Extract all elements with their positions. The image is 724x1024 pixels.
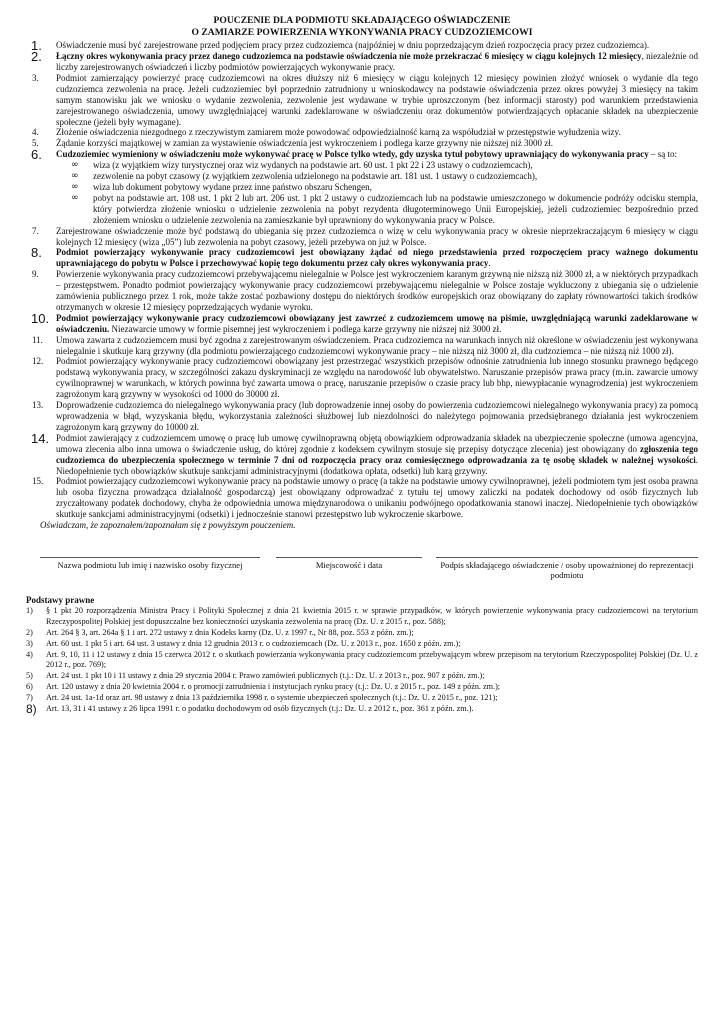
- bullet-text: wiza lub dokument pobytowy wydane przez inne państwo obszaru Schengen,: [93, 181, 372, 192]
- legal-basis-item: [26, 639, 698, 650]
- legal-basis-number: 6): [26, 682, 33, 692]
- bullet-icon: ∞: [71, 192, 79, 203]
- bullet-text: zezwolenie na pobyt czasowy (z wyjątkiem zezwolenia udzielonego na podstawie art. 181 ust. 1 ustawy o cudzoziemcach),: [93, 171, 538, 182]
- legal-basis-item: [26, 693, 698, 704]
- list-item: [26, 149, 698, 225]
- item-number: 15.: [32, 476, 44, 487]
- legal-basis-item: [26, 704, 698, 715]
- bullet-icon: ∞: [71, 160, 79, 171]
- legal-basis-number: 3): [26, 638, 33, 648]
- item-number: 11.: [32, 334, 43, 345]
- legal-basis-text: Art. 60 ust. 1 pkt 5 i art. 64 ust. 3 ustawy z dnia 12 grudnia 2013 r. o cudzoziemcach (Dz. U. z 2013 r., poz. 1650 z późn. zm.);: [46, 638, 461, 648]
- signature-field-entity-name[interactable]: Nazwa podmiotu lub imię i nazwisko osoby fizycznej: [40, 557, 260, 570]
- item-text: Podmiot zawierający z cudzoziemcem umowę o pracę lub umowę cywilnoprawną objętą obowiązkiem odprowadzania składek na ubezpieczenie społeczne (umowa agencyjna, umowa zlecenia albo inna umowa o świadczenie usług, do której zgodnie z kodeksem cywilnym stosuje się przepisy dotyczące zlecenia) jest obowiązany do: [56, 432, 698, 454]
- item-number: 9.: [32, 269, 39, 280]
- item-text: Zarejestrowane oświadczenie może być podstawą do ubiegania się przez cudzoziemca o wizę w celu wykonywania pracy w okresie nieprzekraczającym 6 miesięcy w ciągu kolejnych 12 miesięcy (wiza „05”) lub zezwolenia na pobyt czasowy, jeżeli przebywa on już w Polsce.: [56, 225, 698, 247]
- item-text: – są to:: [648, 149, 677, 160]
- item-number: 7.: [32, 225, 39, 236]
- item-text: Złożenie oświadczenia niezgodnego z rzeczywistym zamiarem może powodować odpowiedzialność karną za współudział w przestępstwie wyłudzenia wizy.: [56, 127, 621, 138]
- bullet-item: [56, 182, 698, 193]
- item-text: Doprowadzenie cudzoziemca do nielegalnego wykonywania pracy (lub doprowadzenie innej osoby do powierzenia cudzoziemcowi nielegalnego wykonywania pracy) za pomocą wprowadzenia w błąd, wyzyskania błędu, wykorzystania zależności służbowej lub niezdolności do należytego pojmowania przedsiębranego działania jest wykroczeniem zagrożonym karą grzywny do 10000 zł.: [56, 400, 699, 432]
- item-number: 5.: [32, 138, 39, 149]
- item-bold-text: Podmiot powierzający wykonywanie pracy cudzoziemcowi jest obowiązany żądać od niego przedstawienia przed rozpoczęciem pracy ważnego dokumentu uprawniającego do pobytu w Polsce i przechowywać kopię tego dokumentu przez cały okres wykonywania pracy: [56, 247, 698, 269]
- item-number: 8.: [31, 245, 42, 261]
- legal-basis-number: 4): [26, 649, 33, 659]
- list-item: [26, 269, 698, 313]
- list-item: [26, 335, 698, 357]
- legal-basis-text: Art. 13, 31 i 41 ustawy z 26 lipca 1991 r. o podatku dochodowym od osób fizycznych (t.j.: Dz. U. z 2012 r., poz. 361 z późn. zm.).: [46, 704, 474, 714]
- list-item: [26, 310, 698, 335]
- list-item: [26, 476, 698, 520]
- item-number: 14.: [31, 430, 50, 446]
- item-number: 10.: [31, 310, 50, 326]
- item-text: Podmiot powierzający wykonywanie pracy cudzoziemcowi obowiązany jest przestrzegać wszystkich przepisów odnośnie zatrudnienia lub innego stosunku prawnego będącego podstawą wykonywania pracy, w szczególności zakazu dyskryminacji ze względu na narodowość lub obywatelstwo. Naruszanie przepisów prawa pracy (m.in. zawarcie umowy cywilnoprawnej w warunkach, w których powinna być zawarta umowa o pracę, naruszanie przepisów o czasie pracy lub bhp, niewypłacanie wynagrodzenia) jest wykroczeniem zagrożonym karą grzywny w wysokości od 1000 do 30000 zł.: [56, 356, 698, 400]
- list-item: [26, 38, 698, 54]
- list-item: [26, 51, 698, 73]
- legal-basis-text: Art. 120 ustawy z dnia 20 kwietnia 2004 r. o promocji zatrudnienia i instytucjach rynku pracy (t.j.: Dz. U. z 2015 r., poz. 149 z późn. zm.);: [46, 682, 501, 692]
- legal-basis-item: [26, 682, 698, 693]
- legal-basis-number: 1): [26, 605, 33, 615]
- legal-basis-text: Art. 264 § 3, art. 264a § 1 i art. 272 ustawy z dnia Kodeks karny (Dz. U. z 1997 r., Nr 88, poz. 553 z późn. zm.);: [46, 627, 414, 637]
- page-title: [26, 15, 698, 38]
- bullet-item: [56, 193, 698, 226]
- item-text: Podmiot powierzający cudzoziemcowi wykonywanie pracy na podstawie umowy o pracę (a także na podstawie umowy cywilnoprawnej, jeżeli podmiotem tym jest osoba prawna lub osoba fizyczna prowadząca działalność gospodarczą) jest obowiązany odprowadzać z tytułu tej umowy zaliczki na podatek dochodowy od osób fizycznych lub zryczałtowany podatek dochodowy, chyba że odpowiednia umowa międzynarodowa o unikaniu podwójnego opodatkowania stanowi inaczej. Niedopełnienie tych obowiązków skutkuje sankcjami administracyjnymi (odsetki) i jednocześnie stanowi przestępstwo lub wykroczenie skarbowe.: [56, 476, 698, 520]
- legal-basis-item: [26, 671, 698, 682]
- residence-title-list: [56, 160, 698, 225]
- signature-field-signature[interactable]: Podpis składającego oświadczenie / osoby upoważnionej do reprezentacji podmiotu: [436, 557, 698, 580]
- title-line-2: O ZAMIARZE POWIERZENIA WYKONYWANIA PRACY CUDZOZIEMCOWI: [191, 26, 533, 38]
- title-line-1: POUCZENIE DLA PODMIOTU SKŁADAJĄCEGO OŚWIADCZENIE: [213, 15, 511, 26]
- legal-basis-number: 7): [26, 693, 33, 703]
- item-number: 2.: [31, 49, 42, 65]
- instruction-list: [26, 40, 698, 520]
- legal-basis-item: [26, 606, 698, 628]
- item-bold-text: Łączny okres wykonywania pracy przez danego cudzoziemca na podstawie oświadczenia nie może przekraczać 6 miesięcy w ciągu kolejnych 12 miesięcy: [56, 51, 642, 62]
- item-text: . Niedopełnienie tych obowiązków skutkuje sankcjami administracyjnymi (dodatkowa opłata, odsetki) lub karą grzywny.: [56, 454, 698, 476]
- legal-basis-number: 2): [26, 627, 33, 637]
- legal-basis-text: Art. 9, 10, 11 i 12 ustawy z dnia 15 czerwca 2012 r. o skutkach powierzania wykonywania pracy cudzoziemcom przebywającym wbrew przepisom na terytorium Rzeczypospolitej Polskiej (Dz. U. z 2012 r., poz. 769);: [46, 649, 698, 670]
- list-item: [26, 430, 699, 477]
- legal-basis-heading: Podstawy prawne: [26, 594, 95, 605]
- item-text: Podmiot zamierzający powierzyć pracę cudzoziemcowi na okres dłuższy niż 6 miesięcy w ciągu kolejnych 12 miesięcy powinien złożyć wniosek o wydanie dla tego cudzoziemca zezwolenia na pracę. Jeżeli cudzoziemiec był poprzednio zatrudniony u wnioskodawcy na podstawie oświadczenia przez okres powyżej 3 miesięcy na takim samym stanowisku jak we wniosku o wydanie zezwolenia, zezwolenie jest wydawane w trybie uproszczonym (bez informacji starosty) pod warunkiem przedstawienia zarejestrowanego oświadczenia, umowy uwzględniającej warunki zadeklarowane w oświadczeniu oraz dokumentów potwierdzających opłacanie składek na ubezpieczenie społeczne (jeżeli były wymagane).: [56, 72, 698, 127]
- legal-basis-text: Art. 24 ust. 1 pkt 10 i 11 ustawy z dnia 29 stycznia 2004 r. Prawo zamówień publicznych (t.j.: Dz. U. z 2013 r., poz. 907 z późn. zm.);: [46, 671, 485, 681]
- legal-basis-list: [26, 606, 698, 715]
- bullet-icon: ∞: [71, 181, 79, 192]
- item-number: 13.: [32, 400, 44, 411]
- list-item: [26, 356, 698, 400]
- bullet-item: [56, 171, 698, 182]
- item-number: 3.: [32, 72, 39, 83]
- item-bold-text: Podmiot powierzający wykonywanie pracy cudzoziemcowi obowiązany jest zawrzeć z cudzoziemcem umowę na piśmie, uwzględniającą warunki zadeklarowane w oświadczeniu.: [56, 312, 698, 334]
- bullet-icon: ∞: [71, 171, 79, 182]
- legal-basis-text: § 1 pkt 20 rozporządzenia Ministra Pracy i Polityki Społecznej z dnia 21 kwietnia 2015 r. w sprawie przypadków, w których powierzenie wykonywania pracy cudzoziemcowi na terytorium Rzeczypospolitej Polskiej jest dopuszczalne bez konieczności uzyskania zezwolenia na pracę (Dz. U. z 2015 r., poz. 588);: [46, 605, 698, 626]
- item-number: 1.: [31, 38, 42, 54]
- item-text: Powierzenie wykonywania pracy cudzoziemcowi przebywającemu nielegalnie w Polsce jest wykroczeniem karanym grzywną nie niższą niż 3000 zł, a w niektórych przypadkach – przestępstwem. Ponadto podmiot powierzający wykonywanie pracy cudzoziemcowi przebywającemu nielegalnie w Polsce zostaje wykluczony z ubiegania się o udzielenie zamówienia publicznego przez 1 rok, może także zostać pozbawiony dostępu do niektórych środków europejskich oraz obowiązany do zapłaty równowartości takich środków otrzymanych w okresie 12 miesięcy poprzedzających wydanie wyroku.: [56, 269, 698, 312]
- list-item: [26, 127, 698, 138]
- bullet-text: pobyt na podstawie art. 108 ust. 1 pkt 2 lub art. 206 ust. 1 pkt 2 ustawy o cudzoziemcach lub na podstawie umieszczonego w dokumencie podróży odcisku stempla, który potwierdza złożenie wniosku o udzielenie zezwolenia na pobyt rezydenta długoterminowego Unii Europejskiej, jeżeli cudzoziemiec bezpośrednio przed złożeniem wniosku o udzielenie zezwolenia na zamieszkanie był uprawniony do wykonywania pracy w Polsce.: [93, 192, 698, 225]
- item-text: Niezawarcie umowy w formie pisemnej jest wykroczeniem i podlega karze grzywny nie niższej niż 3000 zł.: [109, 323, 502, 334]
- signature-row: [26, 557, 698, 587]
- legal-basis-item: [26, 650, 698, 672]
- item-text: , niezależnie od liczby zarejestrowanych oświadczeń i liczby podmiotów powierzających wykonywanie pracy.: [56, 51, 698, 72]
- list-item: [26, 226, 698, 248]
- item-text: Żądanie korzyści majątkowej w zamian za wystawienie oświadczenia jest wykroczeniem i podlega karze grzywny nie niższej niż 3000 zł.: [56, 138, 554, 149]
- legal-basis-text: Art. 24 ust. 1a-1d oraz art. 98 ustawy z dnia 13 października 1998 r. o systemie ubezpieczeń społecznych (t.j.: Dz. U. z 2015 r., poz. 121);: [46, 693, 498, 703]
- document-page: [26, 15, 698, 715]
- item-number: 12.: [32, 356, 44, 367]
- bullet-text: wiza (z wyjątkiem wizy turystycznej oraz wiz wydanych na podstawie art. 60 ust. 1 pkt 22 i 23 ustawy o cudzoziemcach),: [93, 160, 533, 171]
- legal-basis-number: 5): [26, 671, 33, 681]
- item-number: 6.: [31, 147, 42, 163]
- legal-basis-number: 8): [26, 702, 37, 717]
- bullet-item: [56, 160, 698, 171]
- item-bold-text: Cudzoziemiec wymieniony w oświadczeniu może wykonywać pracę w Polsce tylko wtedy, gdy uzyska tytuł pobytowy uprawniający do wykonywania pracy: [56, 149, 649, 160]
- list-item: [26, 247, 698, 269]
- item-text: .: [488, 258, 491, 269]
- item-bold-text: zgłoszenia tego cudzoziemca do ubezpieczenia społecznego w terminie 7 dni od rozpoczęcia pracy oraz comiesięcznego odprowadzania za tę osobę składek w należnej wysokości: [56, 443, 699, 465]
- list-item: [26, 138, 698, 149]
- legal-basis-item: [26, 628, 698, 639]
- signature-field-place-date[interactable]: Miejscowość i data: [276, 557, 422, 570]
- list-item: [26, 400, 698, 433]
- item-text: Umowa zawarta z cudzoziemcem musi być zgodna z zarejestrowanym oświadczeniem. Praca cudzoziemca na warunkach innych niż określone w oświadczeniu jest wykonywana nielegalnie i skutkuje karą grzywny (dla podmiotu powierzającego cudzoziemcowi wykonywanie pracy – nie niższą niż 3000 zł, dla cudzoziemca – nie niższą niż 1000 zł).: [56, 334, 698, 356]
- item-text: Oświadczenie musi być zarejestrowane przed podjęciem pracy przez cudzoziemca (najpóźniej w dniu poprzedzającym dzień rozpoczęcia pracy przez cudzoziemca).: [56, 40, 650, 51]
- declaration-statement: Oświadczam, że zapoznałem/zapoznałam się z powyższym pouczeniem.: [40, 520, 296, 531]
- list-item: [26, 73, 698, 128]
- item-number: 4.: [32, 127, 39, 138]
